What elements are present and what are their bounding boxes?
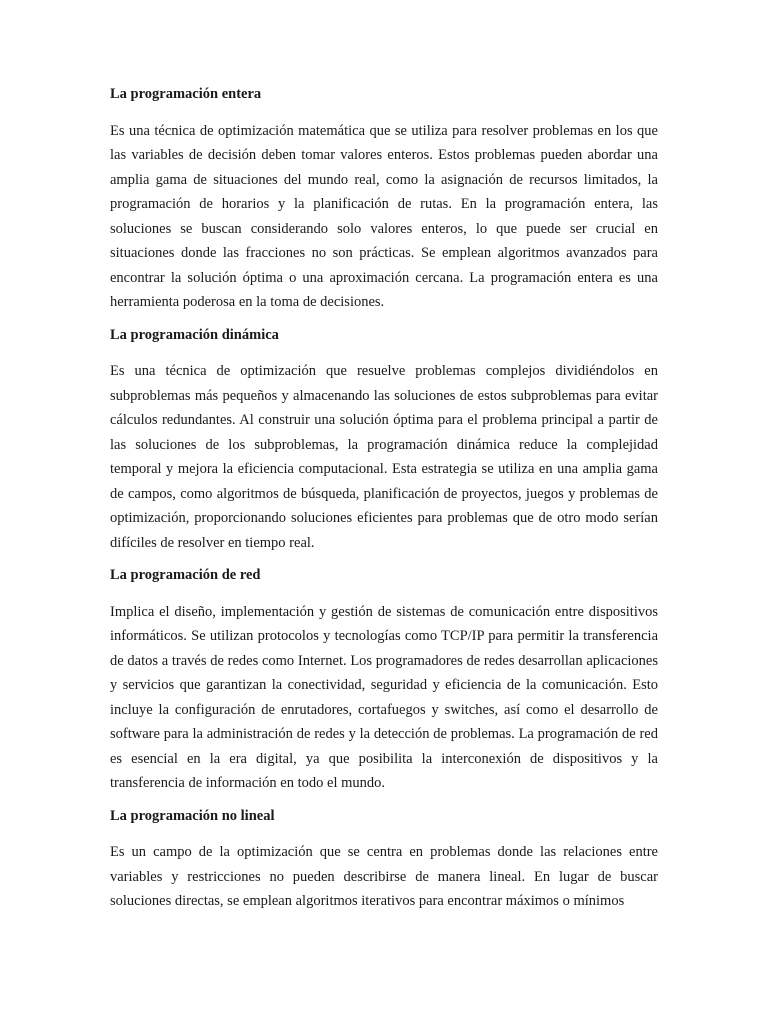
section-nonlinear-programming bbox=[110, 804, 658, 914]
section-body: Es un campo de la optimización que se centra en problemas donde las relaciones entre variables y restricciones no pueden describirse de manera lineal. En lugar de buscar soluciones directas, se emplean algoritmos iterativos para encontrar máximos o mínimos bbox=[110, 844, 658, 909]
section-integer-programming bbox=[110, 82, 658, 315]
section-heading: La programación dinámica bbox=[110, 326, 279, 343]
section-body: Implica el diseño, implementación y gestión de sistemas de comunicación entre dispositivos informáticos. Se utilizan protocolos y tecnologías como TCP/IP para permitir la transferencia de datos a través de redes como Internet. Los programadores de redes desarrollan aplicaciones y servicios que garantizan la conectividad, seguridad y eficiencia de la comunicación. Esto incluye la configuración de enrutadores, cortafuegos y switches, así como el desarrollo de software para la administración de redes y la detección de problemas. La programación de red es esencial en la era digital, ya que posibilita la interconexión de dispositivos y la transferencia de información en todo el mundo. bbox=[110, 603, 658, 791]
section-heading: La programación no lineal bbox=[110, 807, 275, 824]
section-heading: La programación de red bbox=[110, 567, 261, 583]
section-heading: La programación entera bbox=[110, 86, 262, 102]
section-dynamic-programming bbox=[110, 323, 658, 556]
section-body: Es una técnica de optimización matemática que se utiliza para resolver problemas en los que las variables de decisión deben tomar valores enteros. Estos problemas pueden abordar una amplia gama de situaciones del mundo real, como la asignación de recursos limitados, la programación de horarios y la planificación de rutas. En la programación entera, las soluciones se buscan considerando solo valores enteros, lo que puede ser crucial en situaciones donde las fracciones no son prácticas. Se emplean algoritmos avanzados para encontrar la solución óptima o una aproximación cercana. La programación entera es una herramienta poderosa en la toma de decisiones. bbox=[110, 122, 658, 310]
document-page bbox=[110, 82, 658, 922]
section-network-programming bbox=[110, 563, 658, 796]
section-body: Es una técnica de optimización que resuelve problemas complejos dividiéndolos en subproblemas más pequeños y almacenando las soluciones de estos subproblemas para evitar cálculos redundantes. Al construir una solución óptima para el problema principal a partir de las soluciones de los subproblemas, la programación dinámica reduce la complejidad temporal y mejora la eficiencia computacional. Esta estrategia se utiliza en una amplia gama de campos, como algoritmos de búsqueda, planificación de proyectos, juegos y problemas de optimización, proporcionando soluciones eficientes para problemas que de otro modo serían difíciles de resolver en tiempo real. bbox=[110, 363, 658, 551]
